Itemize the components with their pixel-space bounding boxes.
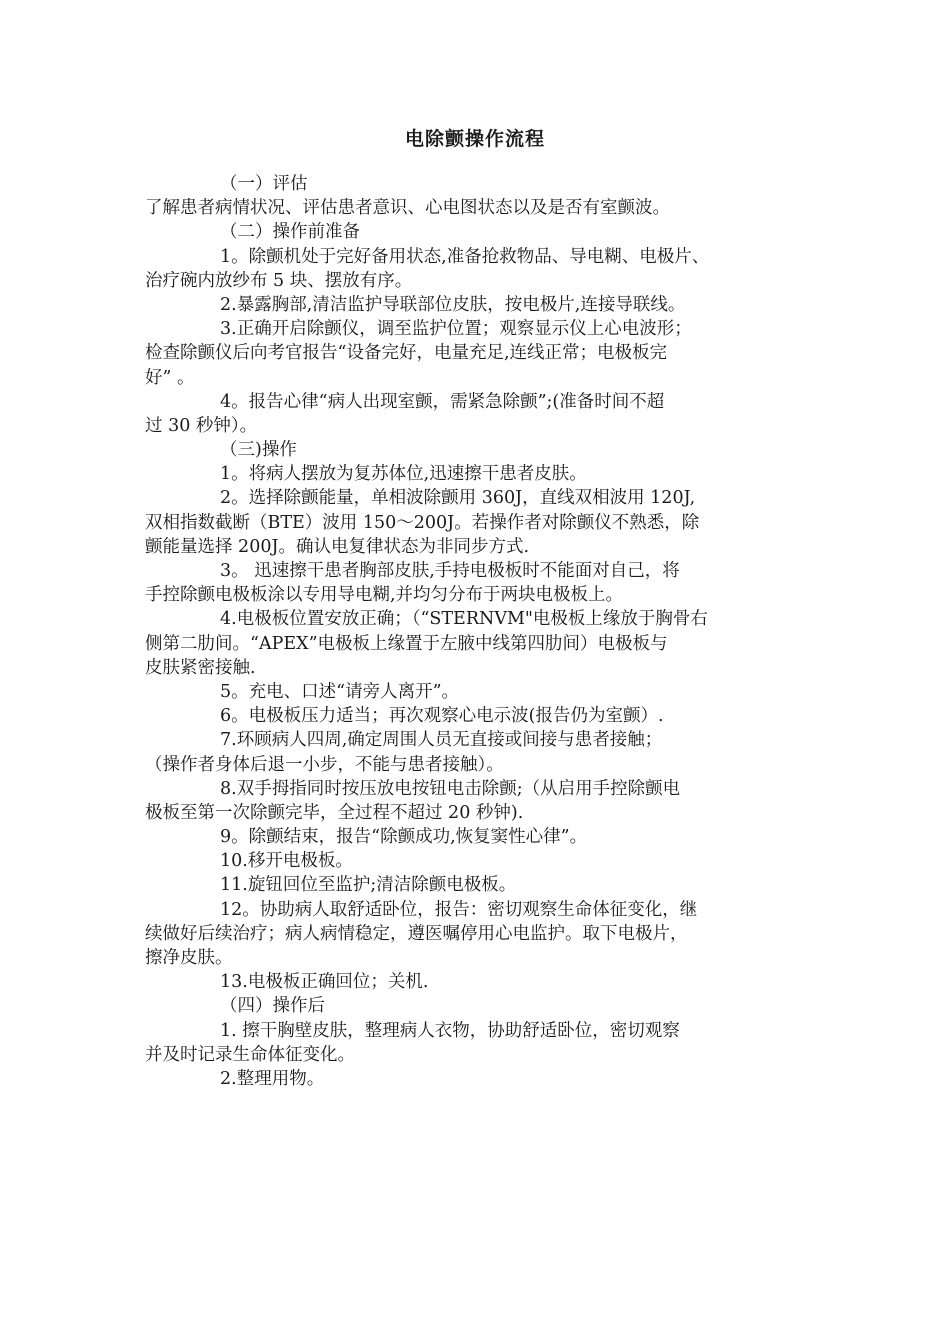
text-line: （操作者身体后退一小步，不能与患者接触）。 <box>145 754 504 775</box>
text-line: 13.电极板正确回位；关机. <box>220 972 429 993</box>
text-line: 皮肤紧密接触. <box>145 657 256 678</box>
text-line: 过 30 秒钟）。 <box>145 415 258 436</box>
text-line: 9。除颤结束，报告“除颤成功,恢复窦性心律”。 <box>220 827 588 848</box>
text-line: 了解患者病情状况、评估患者意识、心电图状态以及是否有室颤波。 <box>145 198 670 219</box>
text-line: 治疗碗内放纱布 5 块、摆放有序。 <box>145 270 413 291</box>
text-line: 4.电极板位置安放正确；（“STERNVM"电极板上缘放于胸骨右 <box>220 609 708 630</box>
text-line: （四）操作后 <box>220 996 325 1017</box>
text-line: 12。协助病人取舒适卧位，报告：密切观察生命体征变化，继 <box>220 899 698 920</box>
text-line: 擦净皮肤。 <box>145 948 233 968</box>
text-line: 检查除颤仪后向考官报告“设备完好，电量充足,连线正常；电极板完 <box>145 343 668 364</box>
text-line: 6。电极板压力适当；再次观察心电示波(报告仍为室颤）. <box>220 706 664 727</box>
text-line: （三)操作 <box>220 440 297 461</box>
text-line: 双相指数截断（BTE）波用 150～200J。若操作者对除颤仪不熟悉，除 <box>145 512 700 533</box>
text-line: 侧第二肋间。“APEX”电极板上缘置于左腋中线第四肋间）电极板与 <box>145 633 668 654</box>
text-line: 8.双手拇指同时按压放电按钮电击除颤;（从启用手控除颤电 <box>220 778 681 799</box>
text-line: 续做好后续治疗；病人病情稳定，遵医嘱停用心电监护。取下电极片， <box>145 923 688 944</box>
text-line: 3.正确开启除颤仪，调至监护位置；观察显示仪上心电波形； <box>220 319 692 340</box>
text-line: 5。充电、口述“请旁人离开”。 <box>220 681 460 702</box>
text-line: 4。报告心律“病人出现室颤，需紧急除颤”;(准备时间不超 <box>220 391 665 412</box>
text-line: （二）操作前准备 <box>220 222 360 243</box>
text-line: 3。 迅速擦干患者胸部皮肤,手持电极板时不能面对自己，将 <box>220 561 680 581</box>
document-title: 电除颤操作流程 <box>404 128 545 150</box>
text-line: 并及时记录生命体征变化。 <box>145 1044 355 1065</box>
text-line: 1。除颤机处于完好备用状态,准备抢救物品、导电糊、电极片、 <box>220 246 710 267</box>
text-line: 1. 擦干胸壁皮肤，整理病人衣物，协助舒适卧位，密切观察 <box>220 1020 680 1041</box>
text-line: 好” 。 <box>145 367 195 388</box>
document-body <box>145 172 820 1091</box>
text-line: 2.暴露胸部,清洁监护导联部位皮肤，按电极片,连接导联线。 <box>220 294 686 315</box>
text-line: 2.整理用物。 <box>220 1068 325 1089</box>
text-line: 1。将病人摆放为复苏体位,迅速擦干患者皮肤。 <box>220 464 587 485</box>
text-line: 极板至第一次除颤完毕，全过程不超过 20 秒钟). <box>145 802 524 823</box>
text-line: 10.移开电极板。 <box>220 851 353 872</box>
text-line: 7.环顾病人四周,确定周围人员无直接或间接与患者接触； <box>220 730 663 751</box>
text-line: 2。选择除颤能量，单相波除颤用 360J，直线双相波用 120J, <box>220 488 696 509</box>
text-line: 手控除颤电极板涂以专用导电糊,并均匀分布于两块电极板上。 <box>145 585 624 606</box>
text-line: （一）评估 <box>220 174 308 194</box>
text-line: 11.旋钮回位至监护;清洁除颤电极板。 <box>220 875 517 896</box>
text-line: 颤能量选择 200J。确认电复律状态为非同步方式. <box>145 536 530 557</box>
